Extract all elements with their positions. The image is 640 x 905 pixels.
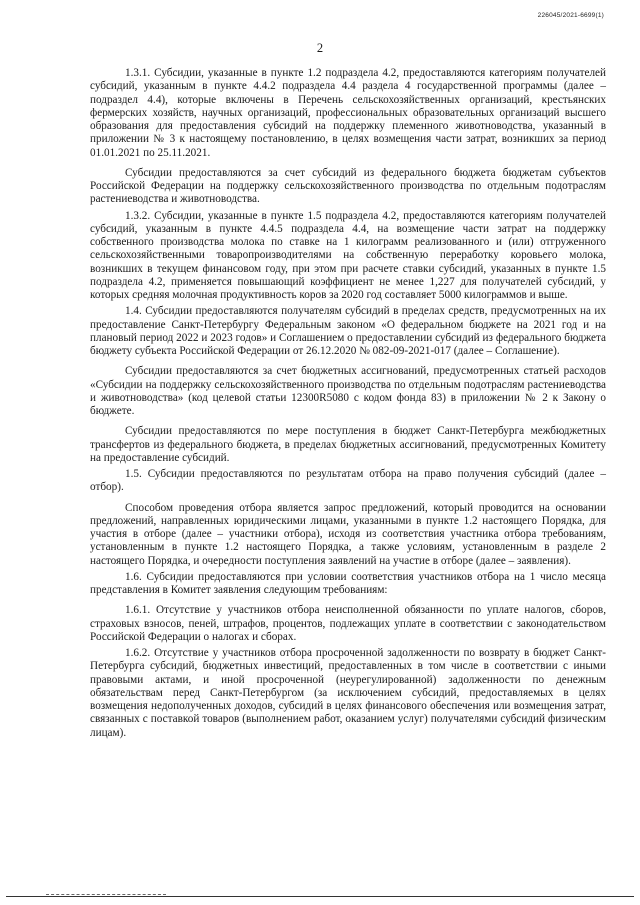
paragraph-interbudget-transfers: Субсидии предоставляются по мере поступления в бюджет Санкт-Петербурга межбюджетных трансфертов из федерального бюджета, в пределах бюджетных ассигнований, предусмотренных Комитету на предоставление субсидий.: [90, 425, 606, 464]
paragraph-funding-source: Субсидии предоставляются за счет субсидий из федерального бюджета бюджетам субъектов Российской Федерации на поддержку сельскохозяйственного производства по отдельным подотраслям растениеводства и животноводства.: [90, 166, 606, 206]
paragraph-1-6-1: 1.6.1. Отсутствие у участников отбора неисполненной обязанности по уплате налогов, сборов, страховых взносов, пеней, штрафов, процентов, подлежащих уплате в соответствии с законодательством Российской Федерации о налогах и сборах.: [90, 604, 606, 643]
paragraph-1-3-1: 1.3.1. Субсидии, указанные в пункте 1.2 подраздела 4.2, предоставляются категориям получателей субсидий, указанным в пункте 4.4.2 подраздела 4.4 раздела 4 государственной программы (далее – подраздел 4.4), которые включены в Перечень сельскохозяйственных организаций, крестьянских фермерских хозяйств, научных организаций, профессиональных образовательных организаций высшего образования для предоставления субсидий на поддержку племенного животноводства, указанный в приложении № 3 к настоящему постановлению, в целях возмещения части затрат, возникших за период 01.01.2021 по 25.11.2021.: [90, 67, 606, 159]
paragraph-1-6: 1.6. Субсидии предоставляются при условии соответствия участников отбора на 1 число месяца представления в Комитет заявления следующим требованиям:: [90, 570, 606, 596]
paragraph-1-3-2: 1.3.2. Субсидии, указанные в пункте 1.5 подраздела 4.2, предоставляются категориям получателей субсидий, указанным в пункте 4.4.5 подраздела 4.4, на возмещение части затрат на поддержку собственного производства молока по ставке на 1 килограмм реализованного и (или) отгруженного сельскохозяйственными товаропроизводителями на собственную переработку коровьего молока, возникших в текущем финансовом году, при этом при расчете ставки субсидий, указанных в пункте 1.5 подраздела 4.2, применяется повышающий коэффициент не менее 1,227 для получателей субсидий, у которых средняя молочная продуктивность коров за 2020 год составляет 5000 килограммов и выше.: [90, 209, 606, 301]
paragraph-selection-method: Способом проведения отбора является запрос предложений, который проводится на основании предложений, направленных юридическими лицами, указанными в пункте 1.2 настоящего Порядка, для участия в отборе (далее – участники отбора), исходя из соответствия участника отбора требованиям, установленным в пункте 1.2 настоящего Порядка, а также условиям, установленным в разделе 2 настоящего Порядка, и очередности поступления заявлений на участие в отборе (далее – заявления).: [90, 501, 606, 567]
paragraph-1-4: 1.4. Субсидии предоставляются получателям субсидий в пределах средств, предусмотренных на их предоставление Санкт-Петербургу Федеральным законом «О федеральном бюджете на 2021 год и на плановый период 2022 и 2023 годов» и Соглашением о предоставлении субсидий из федерального бюджета бюджету субъекта Российской Федерации от 26.12.2020 № 082-09-2021-017 (далее – Соглашение).: [90, 305, 606, 357]
paragraph-budget-allocations: Субсидии предоставляются за счет бюджетных ассигнований, предусмотренных статьей расходов «Субсидии на поддержку сельскохозяйственного производства по отдельным подотраслям растениеводства и животноводства» (код целевой статьи 12300R5080 с кодом фонда 83) в приложении № 2 к Закону о бюджете.: [90, 365, 606, 417]
page-number: 2: [316, 41, 324, 55]
paragraph-1-5: 1.5. Субсидии предоставляются по результатам отбора на право получения субсидий (далее – отбор).: [90, 468, 606, 494]
scan-bottom-edge: [6, 896, 634, 897]
document-number: 226045/2021-6699(1): [537, 12, 604, 19]
document-body: [90, 67, 606, 740]
paragraph-1-6-2: 1.6.2. Отсутствие у участников отбора просроченной задолженности по возврату в бюджет Санкт-Петербурга субсидий, бюджетных инвестиций, предоставленных в том числе в соответствии с иными правовыми актами, и иной просроченной (неурегулированной) задолженности по денежным обязательствам перед Санкт-Петербургом (за исключением субсидий, предоставляемых в целях возмещения недополученных доходов, субсидий в целях финансового обеспечения или возмещения затрат, связанных с поставкой товаров (выполнением работ, оказанием услуг) получателями субсидий физическим лицам).: [90, 647, 606, 739]
